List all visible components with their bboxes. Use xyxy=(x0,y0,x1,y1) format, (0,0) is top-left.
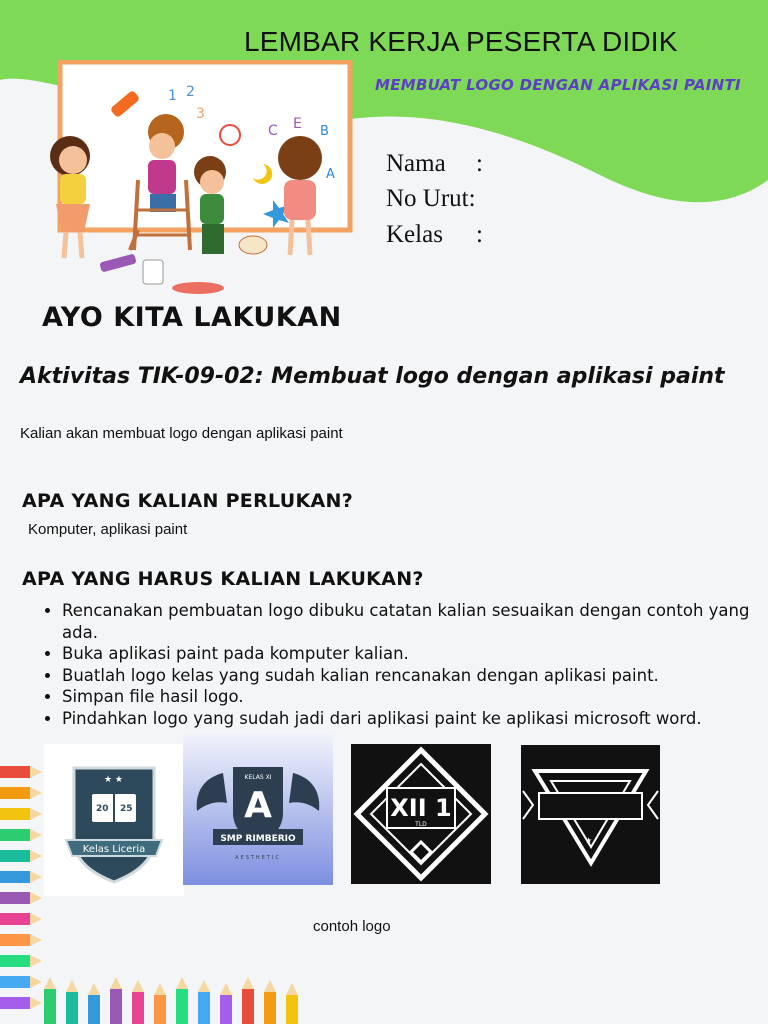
pencil-icon xyxy=(286,983,298,1024)
pencil-icon xyxy=(176,977,188,1024)
blank-banner xyxy=(539,793,642,819)
pencil-icon xyxy=(0,787,42,799)
logos-caption: contoh logo xyxy=(313,918,391,935)
pencil-icon xyxy=(264,980,276,1024)
svg-text:★: ★ xyxy=(585,836,593,845)
pencils-bottom-decoration xyxy=(40,975,310,1024)
pencil-icon xyxy=(220,983,232,1024)
needs-text: Komputer, aplikasi paint xyxy=(28,521,188,538)
todo-item: • Rencanakan pembuatan logo dibuku catatan kalian sesuaikan dengan contoh yang ada. xyxy=(62,600,768,643)
todo-heading: APA YANG HARUS KALIAN LAKUKAN? xyxy=(22,568,424,590)
field-no-urut-label: No Urut: xyxy=(386,185,476,212)
svg-text:★ ★: ★ ★ xyxy=(104,775,123,785)
pencil-icon xyxy=(198,980,210,1024)
board-letter: E xyxy=(293,116,302,132)
field-kelas-colon: : xyxy=(476,221,483,248)
pencil-icon xyxy=(66,980,78,1024)
needs-heading: APA YANG KALIAN PERLUKAN? xyxy=(22,490,354,512)
board-letter: C xyxy=(268,123,278,139)
board-number: 3 xyxy=(196,106,205,122)
logo1-year-right: 25 xyxy=(120,804,133,814)
pencil-icon xyxy=(0,829,42,841)
field-nama-colon: : xyxy=(476,150,483,177)
example-logo-smp-rimberio xyxy=(183,733,333,885)
pencil-icon xyxy=(0,913,42,925)
field-no-urut xyxy=(386,185,476,213)
example-logo-kelas-liceria xyxy=(44,744,184,896)
field-nama-label: Nama xyxy=(386,150,446,177)
pencil-icon xyxy=(0,850,42,862)
board-number: 2 xyxy=(186,84,195,100)
logo2-letter: A xyxy=(244,785,272,826)
field-kelas-label: Kelas xyxy=(386,221,443,248)
pencil-icon xyxy=(132,980,144,1024)
todo-item: • Pindahkan logo yang sudah jadi dari aplikasi paint ke aplikasi microsoft word. xyxy=(62,708,768,730)
todo-list xyxy=(40,600,768,729)
pencil-icon xyxy=(0,892,42,904)
field-kelas xyxy=(386,221,483,249)
logo2-banner-text: SMP RIMBERIO xyxy=(220,834,296,844)
pencil-icon xyxy=(44,977,56,1024)
logo1-ribbon-text: Kelas Liceria xyxy=(82,844,146,855)
field-nama xyxy=(386,150,483,178)
intro-text: Kalian akan membuat logo dengan aplikasi paint xyxy=(20,425,343,442)
pencil-icon xyxy=(242,977,254,1024)
board-number: 1 xyxy=(168,88,177,104)
todo-item: • Buka aplikasi paint pada komputer kalian. xyxy=(62,643,768,665)
activity-title: Aktivitas TIK-09-02: Membuat logo dengan aplikasi paint xyxy=(20,364,725,389)
pencil-icon xyxy=(0,976,42,988)
logo2-bottom-text: AESTHETIC xyxy=(235,855,281,861)
shield-shape xyxy=(74,768,154,882)
pencil-icon xyxy=(0,955,42,967)
logo3-main-text: XII 1 xyxy=(390,794,452,822)
pencil-icon xyxy=(0,997,42,1009)
example-logo-triangle xyxy=(521,745,660,884)
pencil-icon xyxy=(0,871,42,883)
pencil-icon xyxy=(0,934,42,946)
page-subtitle: MEMBUAT LOGO DENGAN APLIKASI PAINTI xyxy=(375,76,741,94)
board-letter: B xyxy=(320,124,329,139)
example-logo-xii-1 xyxy=(351,744,491,884)
pencil-icon xyxy=(154,983,166,1024)
children-drawing-illustration xyxy=(38,60,358,300)
pencil-icon xyxy=(88,983,100,1024)
pencil-icon xyxy=(0,766,42,778)
todo-item: • Buatlah logo kelas yang sudah kalian rencanakan dengan aplikasi paint. xyxy=(62,665,768,687)
section-banner: AYO KITA LAKUKAN xyxy=(42,302,342,333)
page-title: LEMBAR KERJA PESERTA DIDIK xyxy=(244,26,678,57)
board-letter: A xyxy=(326,167,335,182)
pencil-icon xyxy=(0,808,42,820)
todo-item: • Simpan file hasil logo. xyxy=(62,686,768,708)
logo3-sub-text: TLD xyxy=(415,821,427,828)
pencil-icon xyxy=(110,977,122,1024)
logo1-year-left: 20 xyxy=(96,804,109,814)
logo2-top-text: KELAS XI xyxy=(244,774,272,781)
